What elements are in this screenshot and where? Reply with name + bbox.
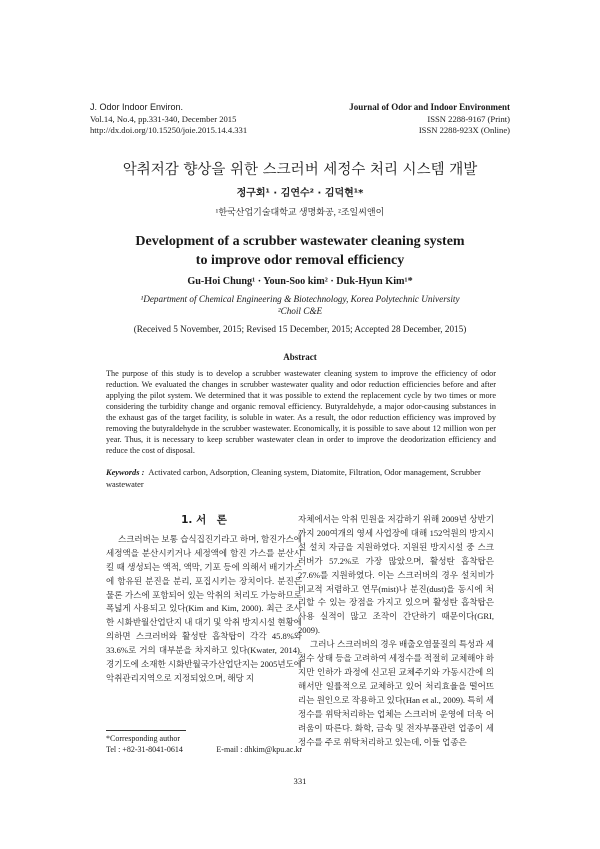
abstract-heading: Abstract	[283, 352, 317, 362]
abstract-text: The purpose of this study is to develop a scrubber wastewater cleaning system to improve the efficiency of odor reduction. We evaluated the changes in scrubber wastewater quality and odor reduction efficiencies before and after applying the pilot system. We determined that it was possible to extend the replacement cycle by two times or more considering the turbidity change and organic removal efficiency. Butyraldehyde, a major odor-causing substances in the exhaust gas of the target facility, is soluble in water. As a result, the odor reduction efficiency was improved by removing the butyraldehyde in the scrubber wastewater. Economically, it is possible to save about 12 million won per year. Thus, it is necessary to keep scrubber wastewater clean in order to improve the deodorization efficiency and reduce the cost of disposal.	[106, 369, 496, 455]
corresponding-author-label: *Corresponding author	[106, 734, 180, 743]
issn-print: ISSN 2288-9167 (Print)	[427, 113, 510, 124]
english-authors: Gu-Hoi Chung¹ · Youn-Soo kim² · Duk-Hyun Kim¹*	[187, 276, 413, 287]
left-column	[106, 512, 302, 686]
intro-paragraph-1: 스크러버는 보통 습식집진기라고 하며, 함진가스에 세정액을 분산시키거나 세정액에 함진 가스를 분산시킬 때 생성되는 액적, 액막, 기포 등에 의해서 배기가스에 함유된 분진을 분리, 포집시키는 장치이다. 분진은 물론 가스에 포함되어 있는 악취의 처리도 가능하므로 폭넓게 사용되고 있다(Kim and Kim, 2000). 최근 조사한 시화반월산업단지 내 대기 및 악취 방지시설 현황에 의하면 스크러버와 활성탄 흡착탑이 각각 45.8%와 33.6%로 거의 대부분을 차지하고 있다(Kwater, 2014). 경기도에 소재한 시화반월국가산업단지는 2005년도에 악취관리지역으로 지정되었으며, 해당 지	[106, 533, 302, 683]
telephone: Tel : +82-31-8041-0614	[106, 745, 183, 754]
korean-authors: 정구회¹ · 김연수² · 김덕현¹*	[236, 188, 364, 199]
korean-affiliation: ¹한국산업기술대학교 생명화공, ²조일씨앤이	[215, 207, 385, 217]
header-right	[349, 102, 510, 137]
issn-online: ISSN 2288-923X (Online)	[418, 125, 510, 135]
footnote	[106, 733, 302, 755]
keywords	[106, 467, 496, 490]
contact-row	[106, 744, 302, 755]
intro-paragraph-2: 그러나 스크러버의 경우 배출오염물질의 특성과 세정수 상태 등을 고려하여 세정수를 적절히 교체해야 하지만 인하가 과정에 신고된 교체주기와 가동시간에 의해서만 일률적으로 교체하고 있어 처리효율을 떨어뜨리는 원인으로 작용하고 있다(Han et al., 2009). 특히 세정수를 위탁처리하는 업체는 스크러버 운영에 더욱 어려움이 따른다. 화학, 금속 및 전자부품관련 업종이 세정수를 주로 위탁처리하고 있는데, 이들 업종은	[298, 639, 494, 747]
intro-paragraph-continued: 자체에서는 악취 민원을 저감하기 위해 2009년 상반기까지 200여개의 영세 사업장에 대해 152억원의 방지시설 설치 자금을 지원하였다. 지원된 방지시설 중 스크러버가 57.2%로 가장 많았으며, 활성탄 흡착탑은 27.6%를 지원하였다. 이는 스크러버의 경우 설치비가 비교적 저렴하고 연무(mist)나 분진(dust)을 동시에 처리할 수 있는 장점을 가지고 있으며 활성탄 흡착탑은 사용 실적이 많고 조작이 간단하기 때문이다(GRI, 2009).	[298, 514, 494, 636]
keywords-label: Keywords :	[106, 468, 145, 477]
footnote-rule	[106, 730, 186, 731]
page-number: 331	[293, 776, 307, 786]
korean-title: 악취저감 향상을 위한 스크러버 세정수 처리 시스템 개발	[122, 162, 478, 178]
email-link[interactable]: E-mail : dhkim@kpu.ac.kr	[216, 745, 302, 754]
header-left	[90, 102, 247, 137]
english-title	[0, 232, 600, 270]
affiliation-2: ²Choil C&E	[277, 306, 323, 316]
keywords-text: Activated carbon, Adsorption, Cleaning system, Diatomite, Filtration, Odor management, Scrubber wastewater	[106, 468, 481, 489]
journal-short-name: J. Odor Indoor Environ.	[90, 102, 184, 112]
section-heading-introduction: 1. 서 론	[181, 514, 227, 526]
volume-line: Vol.14, No.4, pp.331-340, December 2015	[90, 113, 237, 124]
journal-full-name: Journal of Odor and Indoor Environment	[349, 102, 510, 112]
english-title-line1: Development of a scrubber wastewater cleaning system	[135, 234, 465, 249]
english-title-line2: to improve odor removal efficiency	[195, 253, 405, 268]
affiliation-1: ¹Department of Chemical Engineering & Biotechnology, Korea Polytechnic University	[140, 294, 460, 304]
right-column	[298, 513, 494, 749]
received-dates: (Received 5 November, 2015; Revised 15 December, 2015; Accepted 28 December, 2015)	[133, 324, 467, 334]
doi-link[interactable]: http://dx.doi.org/10.15250/joie.2015.14.4.331	[90, 125, 248, 135]
english-affiliation	[0, 293, 600, 317]
